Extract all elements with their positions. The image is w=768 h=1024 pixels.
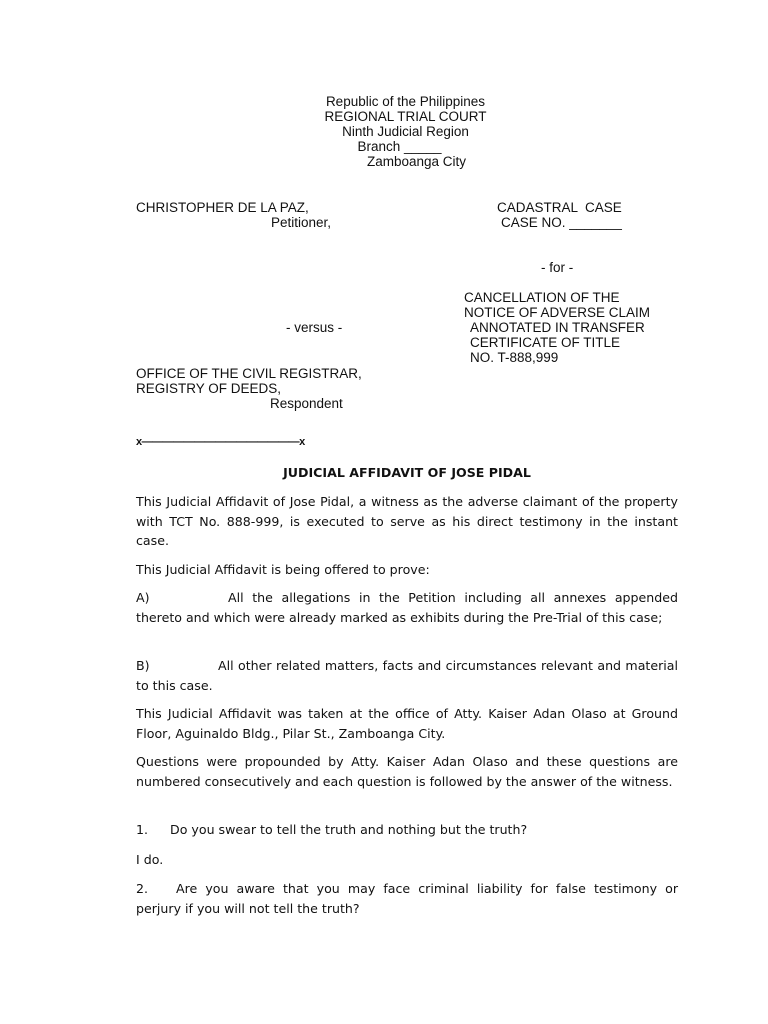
petitioner-name: CHRISTOPHER DE LA PAZ, <box>136 200 309 215</box>
offer-paragraph: This Judicial Affidavit is being offered to prove: <box>136 562 430 577</box>
document-title: JUDICIAL AFFIDAVIT OF JOSE PIDAL <box>283 465 531 480</box>
caption-separator: x———————————————x <box>136 436 305 448</box>
court-header <box>240 94 571 169</box>
header-city: Zamboanga City <box>366 154 467 169</box>
subject-line-2: NOTICE OF ADVERSE CLAIM <box>464 305 651 320</box>
respondent-line-2: REGISTRY OF DEEDS, <box>136 381 282 396</box>
header-republic: Republic of the Philippines <box>325 94 486 109</box>
petitioner-role: Petitioner, <box>271 215 332 230</box>
answer-1: I do. <box>136 852 164 867</box>
header-region: Ninth Judicial Region <box>342 124 469 139</box>
item-a-text: All the allegations in the Petition including all annexes appended thereto and which were already marked as exhibits during the Pre-Trial of this case; <box>136 590 678 625</box>
item-b <box>136 656 678 695</box>
case-type: CADASTRAL CASE <box>497 200 622 215</box>
question-1 <box>136 820 678 840</box>
subject-line-1: CANCELLATION OF THE <box>464 290 620 305</box>
versus-label: - versus - <box>286 320 343 335</box>
case-number: CASE NO. _______ <box>501 215 622 230</box>
question-1-number: 1. <box>136 822 149 837</box>
header-court: REGIONAL TRIAL COURT <box>324 109 487 124</box>
question-2-text: Are you aware that you may face criminal liability for false testimony or perjury if you will not tell the truth? <box>136 881 678 916</box>
subject-line-5: NO. T-888,999 <box>470 350 559 365</box>
location-paragraph: This Judicial Affidavit was taken at the office of Atty. Kaiser Adan Olaso at Ground Floor, Aguinaldo Bldg., Pilar St., Zamboanga City. <box>136 706 678 741</box>
question-2 <box>136 879 678 918</box>
question-2-number: 2. <box>136 881 149 896</box>
item-b-text: All other related matters, facts and circumstances relevant and material to this case. <box>136 658 678 693</box>
case-subject <box>464 290 674 365</box>
questions-paragraph: Questions were propounded by Atty. Kaiser Adan Olaso and these questions are numbered consecutively and each question is followed by the answer of the witness. <box>136 754 678 789</box>
for-label: - for - <box>541 260 574 275</box>
respondent-role: Respondent <box>270 396 343 411</box>
item-b-label: B) <box>136 658 150 673</box>
item-a-label: A) <box>136 590 150 605</box>
item-a <box>136 588 678 627</box>
header-branch: Branch _____ <box>357 139 442 154</box>
subject-line-4: CERTIFICATE OF TITLE <box>470 335 621 350</box>
subject-line-3: ANNOTATED IN TRANSFER <box>470 320 645 335</box>
respondent-line-1: OFFICE OF THE CIVIL REGISTRAR, <box>136 366 362 381</box>
intro-paragraph: This Judicial Affidavit of Jose Pidal, a witness as the adverse claimant of the property with TCT No. 888-999, is executed to serve as his direct testimony in the instant case. <box>136 494 678 548</box>
question-1-text: Do you swear to tell the truth and nothing but the truth? <box>170 822 528 837</box>
